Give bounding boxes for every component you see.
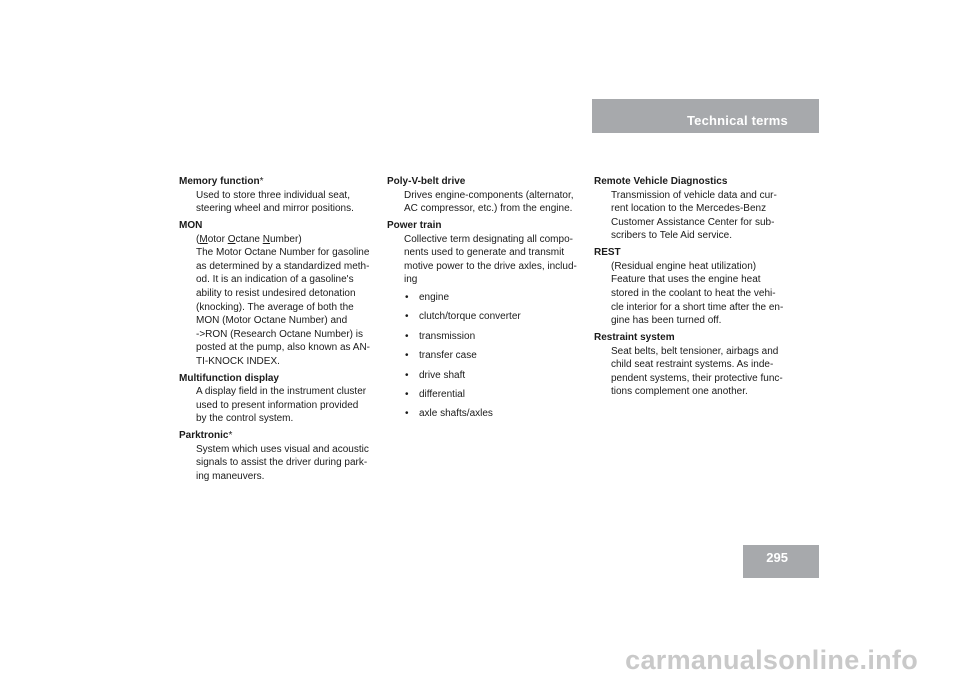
desc-line: TI-KNOCK INDEX. bbox=[196, 355, 280, 367]
acronym-letter-m: M bbox=[199, 233, 208, 245]
desc-line: scribers to Tele Aid service. bbox=[611, 230, 732, 242]
term-mon: MON bbox=[179, 219, 203, 231]
list-item-text: engine bbox=[419, 291, 450, 303]
list-item bbox=[404, 407, 585, 421]
desc-line: as determined by a standardized meth- bbox=[196, 260, 370, 272]
desc-line: Used to store three individual seat, bbox=[196, 189, 350, 201]
bullet: • bbox=[405, 388, 409, 400]
column-3 bbox=[594, 175, 804, 402]
term-poly-v-belt-drive: Poly-V-belt drive bbox=[387, 176, 466, 187]
desc-line: MON (Motor Octane Number) and bbox=[196, 315, 348, 327]
list-item bbox=[404, 349, 585, 363]
entry-poly-v-belt-drive bbox=[387, 175, 585, 216]
desc-line: cle interior for a short time after the en- bbox=[611, 301, 784, 313]
section-header-tab bbox=[592, 99, 819, 133]
entry-remote-vehicle-diagnostics bbox=[594, 175, 804, 243]
column-2 bbox=[387, 175, 585, 427]
desc-line: motive power to the drive axles, includ- bbox=[404, 260, 577, 272]
entry-multifunction-display bbox=[179, 372, 379, 426]
entry-memory-function bbox=[179, 175, 379, 216]
term-rest: REST bbox=[594, 247, 621, 259]
desc-line: od. It is an indication of a gasoline's bbox=[196, 274, 354, 286]
acronym-rest: ctane bbox=[235, 233, 263, 245]
desc-line: by the control system. bbox=[196, 413, 294, 425]
list-item bbox=[404, 388, 585, 402]
desc-line: used to present information provided bbox=[196, 399, 359, 411]
watermark-text: carmanualsonline.info bbox=[625, 645, 918, 675]
entry-restraint-system bbox=[594, 331, 804, 399]
list-item bbox=[404, 291, 585, 305]
desc-line: ability to resist undesired detonation bbox=[196, 287, 356, 299]
term-memory-function: Memory function bbox=[179, 176, 260, 187]
desc-line: gine has been turned off. bbox=[611, 315, 722, 327]
desc-line: Transmission of vehicle data and cur- bbox=[611, 189, 777, 201]
desc-line: rent location to the Mercedes-Benz bbox=[611, 203, 767, 215]
list-item-text: differential bbox=[419, 388, 465, 400]
list-item-text: transmission bbox=[419, 330, 476, 342]
desc-line: child seat restraint systems. As inde- bbox=[611, 359, 774, 371]
desc-line: System which uses visual and acoustic bbox=[196, 443, 369, 455]
entry-rest bbox=[594, 246, 804, 328]
desc-line: The Motor Octane Number for gasoline bbox=[196, 247, 370, 259]
bullet: • bbox=[405, 369, 409, 381]
desc-line: A display field in the instrument cluster bbox=[196, 386, 367, 398]
entry-mon bbox=[179, 219, 379, 369]
page-number-tab bbox=[743, 545, 819, 578]
mon-acronym-expansion bbox=[196, 233, 379, 247]
acronym-letter-o: O bbox=[227, 233, 236, 245]
term-power-train: Power train bbox=[387, 219, 442, 231]
desc-line: Collective term designating all compo- bbox=[404, 233, 573, 245]
column-1 bbox=[179, 175, 379, 487]
watermark bbox=[0, 642, 960, 678]
desc-line: posted at the pump, also known as AN- bbox=[196, 342, 370, 354]
term-restraint-system: Restraint system bbox=[594, 331, 675, 343]
desc-line: Feature that uses the engine heat bbox=[611, 274, 761, 286]
term-multifunction-display: Multifunction display bbox=[179, 372, 279, 384]
list-item-text: transfer case bbox=[419, 350, 477, 362]
paren-open: ( bbox=[196, 233, 200, 245]
desc-line: pendent systems, their protective func- bbox=[611, 372, 783, 384]
desc-line: ->RON (Research Octane Number) is bbox=[196, 328, 363, 340]
desc-line: Seat belts, belt tensioner, airbags and bbox=[611, 345, 779, 357]
list-item-text: axle shafts/axles bbox=[419, 408, 493, 420]
desc-line: tions complement one another. bbox=[611, 386, 748, 398]
desc-line: steering wheel and mirror positions. bbox=[196, 203, 354, 215]
term-parktronic: Parktronic bbox=[179, 430, 229, 442]
desc-line: Drives engine-components (alternator, bbox=[404, 189, 574, 201]
desc-line: (Residual engine heat utilization) bbox=[611, 260, 757, 272]
entry-power-train bbox=[387, 219, 585, 421]
list-item bbox=[404, 330, 585, 344]
desc-line: signals to assist the driver during park- bbox=[196, 457, 368, 469]
list-item-text: drive shaft bbox=[419, 369, 466, 381]
desc-line: (knocking). The average of both the bbox=[196, 301, 354, 313]
list-item-text: clutch/torque converter bbox=[419, 311, 521, 323]
bullet: • bbox=[405, 330, 409, 342]
bullet: • bbox=[405, 311, 409, 323]
bullet: • bbox=[405, 291, 409, 303]
power-train-component-list bbox=[404, 291, 585, 421]
desc-line: AC compressor, etc.) from the engine. bbox=[404, 203, 573, 215]
optional-star: * bbox=[228, 430, 233, 442]
entry-parktronic bbox=[179, 429, 379, 483]
section-title: Technical terms bbox=[686, 113, 788, 128]
desc-line: Customer Assistance Center for sub- bbox=[611, 216, 775, 228]
desc-line: stored in the coolant to heat the vehi- bbox=[611, 287, 776, 299]
optional-star: * bbox=[259, 176, 264, 187]
acronym-rest: umber) bbox=[269, 233, 302, 245]
desc-line: ing maneuvers. bbox=[196, 471, 265, 483]
acronym-rest: otor bbox=[207, 233, 228, 245]
list-item bbox=[404, 310, 585, 324]
desc-line: nents used to generate and transmit bbox=[404, 247, 565, 259]
acronym-letter-n: N bbox=[262, 233, 270, 245]
term-remote-vehicle-diagnostics: Remote Vehicle Diagnostics bbox=[594, 176, 728, 187]
bullet: • bbox=[405, 408, 409, 420]
page-number: 295 bbox=[766, 550, 788, 565]
list-item bbox=[404, 369, 585, 383]
desc-line: ing bbox=[404, 274, 418, 286]
bullet: • bbox=[405, 350, 409, 362]
